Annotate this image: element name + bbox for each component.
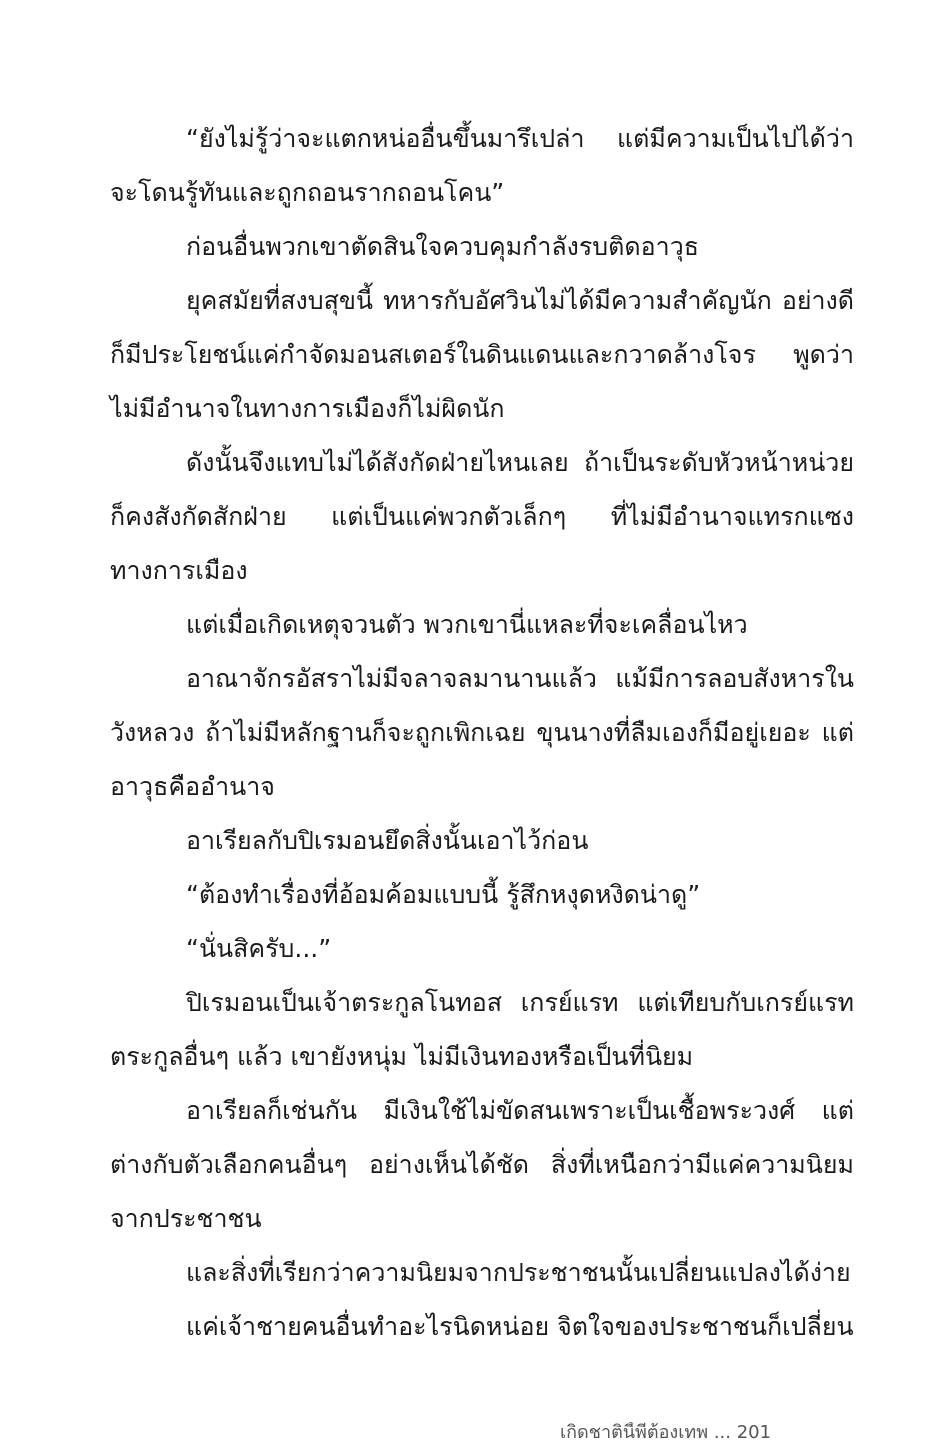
paragraph-12: และสิ่งที่เรียกว่าความนิยมจากประชาชนนั้นเปลี่ยนแปลงได้ง่าย — [186, 1258, 851, 1287]
paragraph-4: ดังนั้นจึงแทบไม่ได้สังกัดฝ่ายไหนเลย ถ้าเป็นระดับหัวหน้าหน่วยก็คงสังกัดสักฝ่าย แต่เป็นแค่พวกตัวเล็กๆ ที่ไม่มีอำนาจแทรกแซงทางการเมือง — [110, 448, 854, 585]
paragraph-10: ปิเรมอนเป็นเจ้าตระกูลโนทอส เกรย์แรท แต่เทียบกับเกรย์แรทตระกูลอื่นๆ แล้ว เขายังหนุ่ม ไม่มีเงินทองหรือเป็นที่นิยม — [110, 988, 854, 1071]
page-footer: เกิดชาตินี้พี่ต้องเทพ ... 201 — [560, 1422, 772, 1443]
paragraph-1: “ยังไม่รู้ว่าจะแตกหน่ออื่นขึ้นมารึเปล่า แต่มีความเป็นไปได้ว่าจะโดนรู้ทันและถูกถอนรากถอนโคน” — [110, 124, 854, 207]
paragraph-11: อาเรียลก็เช่นกัน มีเงินใช้ไม่ขัดสนเพราะเป็นเชื้อพระวงศ์ แต่ต่างกับตัวเลือกคนอื่นๆ อย่างเห็นได้ชัด สิ่งที่เหนือกว่ามีแค่ความนิยมจากประชาชน — [110, 1096, 854, 1233]
paragraph-13: แค่เจ้าชายคนอื่นทำอะไรนิดหน่อย จิตใจของประชาชนก็เปลี่ยน — [186, 1312, 854, 1341]
page-body — [110, 112, 854, 1354]
paragraph-7: อาเรียลกับปิเรมอนยึดสิ่งนั้นเอาไว้ก่อน — [186, 826, 589, 855]
paragraph-6: อาณาจักรอัสราไม่มีจลาจลมานานแล้ว แม้มีการลอบสังหารในวังหลวง ถ้าไม่มีหลักฐานก็จะถูกเพิกเฉย ขุนนางที่ลืมเองก็มีอยู่เยอะ แต่อาวุธคืออำนาจ — [110, 664, 854, 801]
paragraph-8: “ต้องทำเรื่องที่อ้อมค้อมแบบนี้ รู้สึกหงุดหงิดน่าดู” — [186, 880, 701, 909]
paragraph-5: แต่เมื่อเกิดเหตุจวนตัว พวกเขานี่แหละที่จะเคลื่อนไหว — [186, 610, 748, 639]
paragraph-9: “นั่นสิครับ...” — [186, 934, 332, 963]
paragraph-2: ก่อนอื่นพวกเขาตัดสินใจควบคุมกำลังรบติดอาวุธ — [186, 232, 700, 261]
paragraph-3: ยุคสมัยที่สงบสุขนี้ ทหารกับอัศวินไม่ได้มีความสำคัญนัก อย่างดีก็มีประโยชน์แค่กำจัดมอนสเตอร์ในดินแดนและกวาดล้างโจร พูดว่าไม่มีอำนาจในทางการเมืองก็ไม่ผิดนัก — [110, 286, 854, 423]
